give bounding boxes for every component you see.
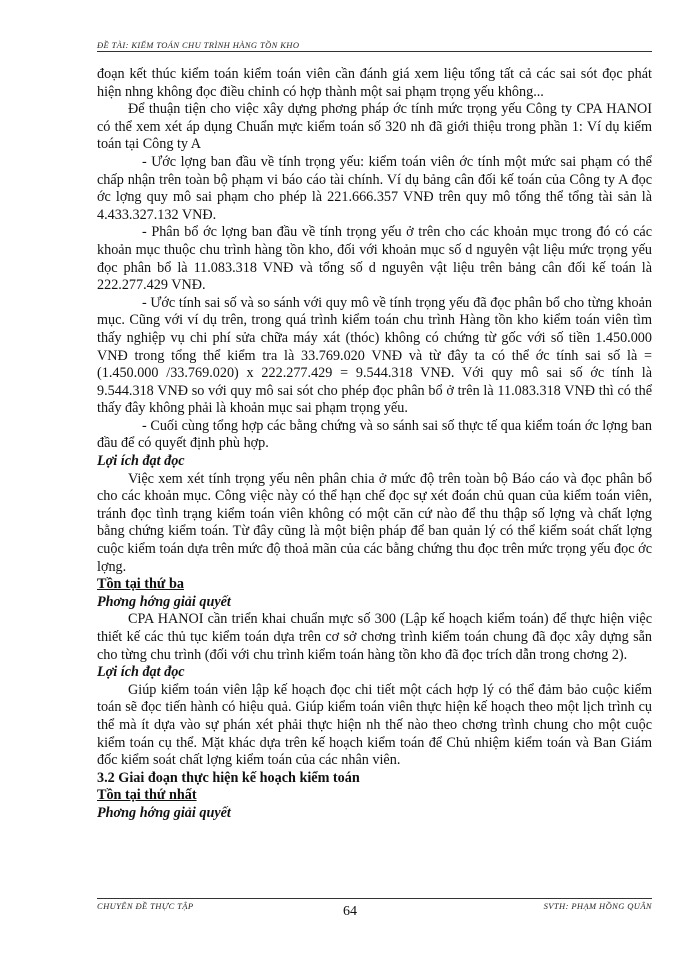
paragraph: Giúp kiểm toán viên lập kế hoạch đọc chi tiết một cách hợp lý có thể đảm bảo cuộc kiểm toán sẽ đọc tiến hành có hiệu quả. Giúp kiểm toán viên thực hiện kế hoạch theo một lịch trình cụ thể mà ít dựa vào sự phán xét phải thực hiện nh thế nào theo chơng trình chung cho một cuộc kiểm toán cụ thể. Mặt khác dựa trên kế hoạch kiểm toán để Chủ nhiệm kiểm toán và Ban Giám đốc kiểm soát chất lợng kiểm toán của các nhân viên. bbox=[97, 681, 652, 769]
section-heading: Lợi ích đạt đọc bbox=[97, 664, 185, 681]
paragraph: - Cuối cùng tổng hợp các bằng chứng và so sánh sai số thực tế qua kiểm toán ớc lợng ban đầu để có quyết định phù hợp. bbox=[97, 417, 652, 452]
section-heading: Tồn tại thứ ba bbox=[97, 576, 184, 593]
document-body bbox=[97, 66, 652, 823]
section-heading: Lợi ích đạt đọc bbox=[97, 453, 185, 470]
page-number: 64 bbox=[343, 904, 357, 919]
page-footer bbox=[97, 898, 652, 911]
paragraph: Việc xem xét tính trọng yếu nên phân chia ở mức độ trên toàn bộ Báo cáo và đọc phân bổ cho các khoản mục. Công việc này có thể hạn chế đọc sự xét đoán chủ quan của kiểm toán viên, tránh đọc tình trạng kiểm toán viên không có một căn cứ nào để thu thập số lợng và chất lợng bằng chứng kiểm toán. Từ đây cũng là một biện pháp để ban quản lý có thể kiểm soát chất lợng cuộc kiểm toán dựa trên mức độ thoả mãn của các bằng chứng thu đọc trên mức trọng yếu đọc ớc lợng. bbox=[97, 470, 652, 575]
section-heading: 3.2 Giai đoạn thực hiện kế hoạch kiểm toán bbox=[97, 769, 360, 786]
footer-left-text: CHUYÊN ĐỀ THỰC TẬP bbox=[97, 901, 194, 911]
paragraph: - Ước lợng ban đầu về tính trọng yếu: kiểm toán viên ớc tính một mức sai phạm có thể chấp nhận trên toàn bộ phạm vi báo cáo tài chính. Ví dụ bảng cân đối kế toán của Công ty A đọc ớc lợng quy mô sai phạm cho phép là 221.666.357 VNĐ trên quy mô tổng thể tổng tài sản là 4.433.327.132 VNĐ. bbox=[97, 153, 652, 223]
footer-right-text: SVTH: PHẠM HỒNG QUÂN bbox=[543, 901, 652, 911]
section-heading: Phơng hớng giải quyết bbox=[97, 593, 231, 610]
paragraph: - Phân bổ ớc lợng ban đầu về tính trọng yếu ở trên cho các khoản mục trong đó có các khoản mục thuộc chu trình hàng tồn kho, đối với khoản mục số d nguyên vật liệu mức trọng yếu đọc phân bổ là 11.083.318 VNĐ và tổng số d nguyên vật liệu trên bảng cân đối kế toán là 222.277.429 VNĐ. bbox=[97, 224, 652, 294]
paragraph: Để thuận tiện cho việc xây dựng phơng pháp ớc tính mức trọng yếu Công ty CPA HANOI có thể xem xét áp dụng Chuẩn mực kiểm toán số 320 nh đã giới thiệu trong phần 1: Ví dụ kiểm toán tại Công ty A bbox=[97, 101, 652, 153]
section-heading: Tồn tại thứ nhất bbox=[97, 787, 197, 804]
section-heading: Phơng hớng giải quyết bbox=[97, 804, 231, 821]
paragraph: đoạn kết thúc kiểm toán kiểm toán viên cần đánh giá xem liệu tổng tất cả các sai sót đọc phát hiện nhng không đọc điều chỉnh có hợp thành một sai phạm trọng yếu không... bbox=[97, 66, 652, 100]
page-header bbox=[97, 40, 652, 52]
paragraph: CPA HANOI cần triển khai chuẩn mực số 300 (Lập kế hoạch kiểm toán) để thực hiện việc thiết kế các thủ tục kiểm toán dựa trên cơ sở chơng trình kiểm toán chung đã đọc xây dựng sẵn cho từng chu trình (đối với chu trình kiểm toán hàng tồn kho đã đọc trích dẫn trong chơng 2). bbox=[97, 611, 652, 663]
paragraph: - Ước tính sai số và so sánh với quy mô về tính trọng yếu đã đọc phân bổ cho từng khoản mục. Cũng với ví dụ trên, trong quá trình kiểm toán chu trình Hàng tồn kho kiểm toán viên tìm thấy nghiệp vụ chi phí sửa chữa máy xát (thóc) không có chứng từ gốc với số tiền 1.450.000 VNĐ trong tổng thể kiểm tra là 33.769.020 VNĐ và từ đây ta có thể ớc tính sai số là = (1.450.000 /33.769.020) x 222.277.429 = 9.544.318 VNĐ. Với quy mô sai số ớc tính là 9.544.318 VNĐ so với quy mô sai sót cho phép đọc phân bổ ở trên là 11.083.318 VNĐ thì có thể thấy đây không phải là khoản mục sai phạm trọng yếu. bbox=[97, 294, 652, 417]
header-title: ĐỀ TÀI: KIỂM TOÁN CHU TRÌNH HÀNG TỒN KHO bbox=[97, 40, 300, 50]
